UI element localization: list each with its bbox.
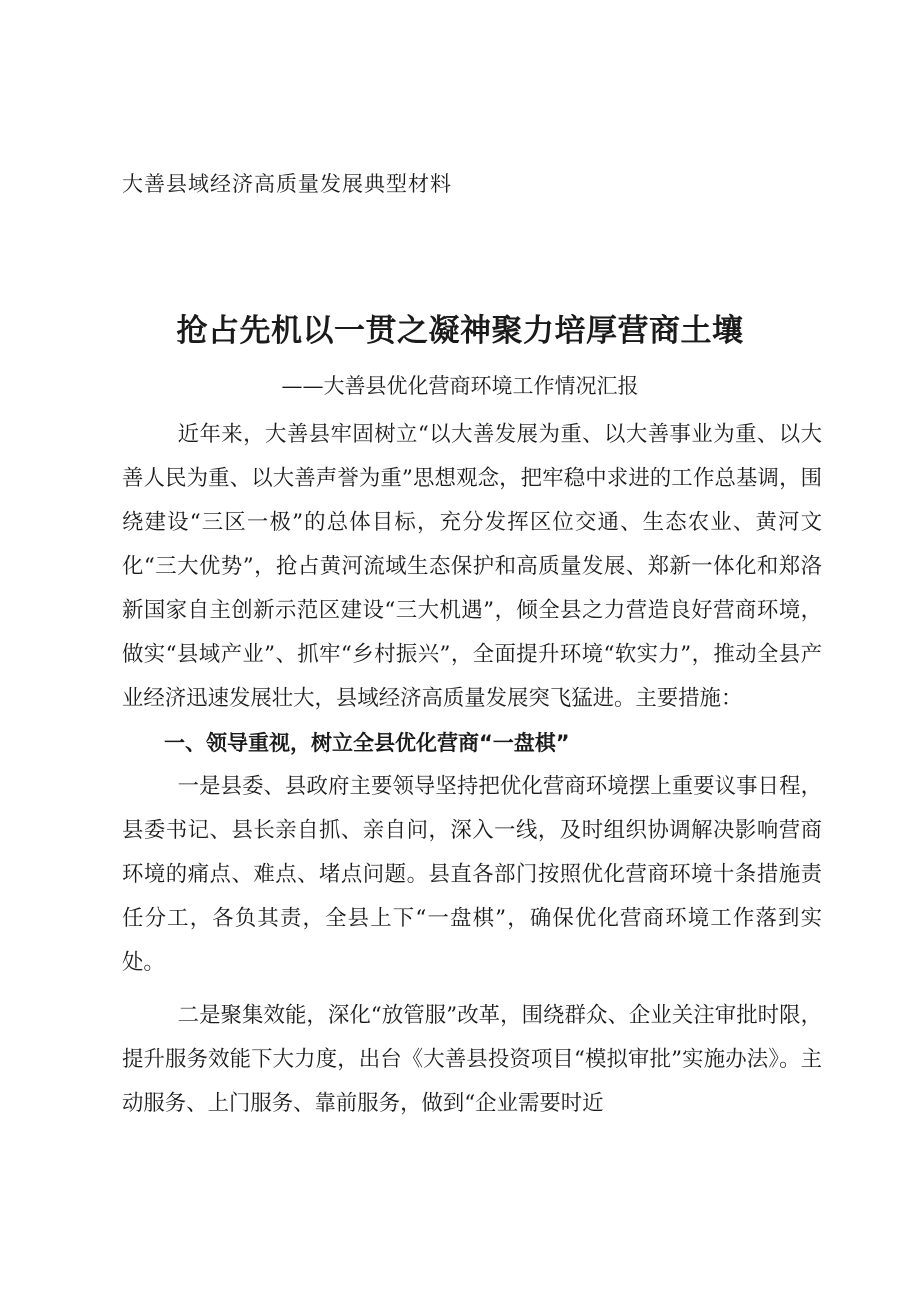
paragraph-measure-one: 一是县委、县政府主要领导坚持把优化营商环境摆上重要议事日程，县委书记、县长亲自抓、亲自问，深入一线，及时组织协调解决影响营商环境的痛点、难点、堵点问题。县直各部门按照优化营商环境十条措施责任分工，各负其责，全县上下“一盘棋”，确保优化营商环境工作落到实处。 — [122, 774, 822, 975]
paragraph-intro: 近年来，大善县牢固树立“以大善发展为重、以大善事业为重、以大善人民为重、以大善声誉为重”思想观念，把牢稳中求进的工作总基调，围绕建设“三区一极”的总体目标，充分发挥区位交通、生态农业、黄河文化“三大优势”，抢占黄河流域生态保护和高质量发展、郑新一体化和郑洛新国家自主创新示范区建设“三大机遇”，倾全县之力营造良好营商环境，做实“县域产业”、抓牢“乡村振兴”，全面提升环境“软实力”，推动全县产业经济迅速发展壮大，县域经济高质量发展突飞猛进。主要措施： — [122, 422, 822, 711]
section-heading: 一、领导重视，树立全县优化营商“一盘棋” — [164, 731, 570, 755]
paragraph-measure-two: 二是聚集效能，深化“放管服”改革，围绕群众、企业关注审批时限，提升服务效能下大力度，出台《大善县投资项目“模拟审批”实施办法》。主动服务、上门服务、靠前服务，做到“企业需要时近 — [122, 1003, 822, 1116]
document-subtitle: ——大善县优化营商环境工作情况汇报 — [281, 374, 639, 398]
document-title: 抢占先机以一贯之凝神聚力培厚营商土壤 — [176, 313, 744, 349]
document-category: 大善县域经济高质量发展典型材料 — [122, 172, 452, 196]
document-body — [122, 413, 822, 1126]
